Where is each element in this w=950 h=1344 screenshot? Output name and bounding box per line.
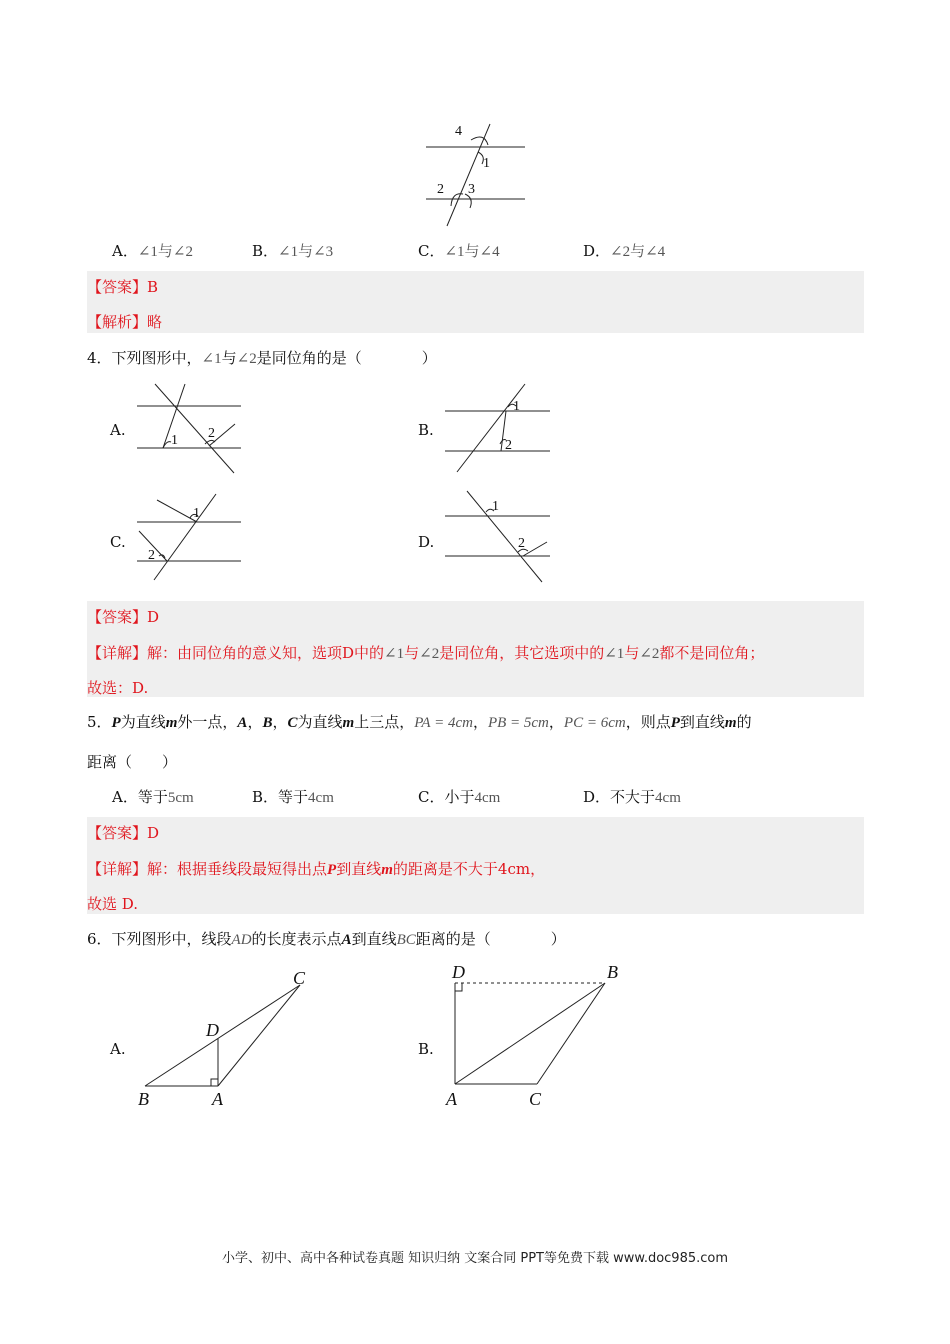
q3-label-3: 3 bbox=[468, 182, 475, 197]
q5-stem: 5．P为直线m外一点，A，B，C为直线m上三点，PA = 4cm，PB = 5cm，PC = 6cm，则点P到直线m的 bbox=[87, 713, 752, 731]
q3-angle-arc-4 bbox=[471, 137, 488, 145]
q4-detail-line2: 故选：D. bbox=[87, 679, 149, 697]
q6a-right-angle-mark bbox=[211, 1079, 218, 1086]
q4-figure-a bbox=[135, 380, 250, 478]
q5-detail-line2: 故选 D. bbox=[87, 895, 139, 913]
q3-analysis: 【解析】略 bbox=[87, 313, 163, 331]
q6a-label-a: A bbox=[212, 1089, 223, 1109]
q4c-label-1: 1 bbox=[193, 506, 200, 521]
q4d-short-line bbox=[523, 542, 547, 556]
q3-answer: 【答案】B bbox=[87, 278, 159, 296]
q6a-label-b: B bbox=[138, 1089, 149, 1109]
q5-stem-line2: 距离（ ） bbox=[87, 753, 178, 771]
q4-figure-d bbox=[440, 484, 555, 588]
q5-option-c: C．小于4cm bbox=[418, 788, 501, 806]
q3-answer-block bbox=[87, 271, 864, 333]
q4b-transversal bbox=[457, 384, 525, 472]
q5-answer: 【答案】D bbox=[87, 824, 160, 842]
q6a-label-c: C bbox=[293, 968, 306, 988]
q4-stem: 4．下列图形中，∠1与∠2是同位角的是（ ） bbox=[87, 349, 437, 367]
q3-option-c: C．∠1与∠4 bbox=[418, 242, 500, 260]
q4d-label-2: 2 bbox=[518, 536, 525, 551]
q6-option-b-label: B. bbox=[418, 1040, 434, 1058]
q3-option-d: D．∠2与∠4 bbox=[583, 242, 666, 260]
q6b-label-b: B bbox=[607, 962, 618, 982]
q6-option-a-label: A. bbox=[110, 1040, 126, 1058]
q6b-segment-cb bbox=[537, 983, 605, 1084]
q4-option-d-label: D. bbox=[418, 533, 435, 551]
q6b-label-d: D bbox=[452, 962, 465, 982]
q6a-segment-bc bbox=[145, 985, 300, 1086]
q3-label-4: 4 bbox=[455, 124, 462, 139]
q6-stem: 6．下列图形中，线段AD的长度表示点A到直线BC距离的是（ ） bbox=[87, 930, 566, 948]
q5-option-d: D．不大于4cm bbox=[583, 788, 681, 806]
q6b-label-c: C bbox=[529, 1089, 542, 1108]
q6-figure-a bbox=[130, 962, 320, 1112]
q6a-label-d: D bbox=[206, 1020, 219, 1040]
q4b-label-2: 2 bbox=[505, 438, 512, 453]
q4d-transversal bbox=[467, 491, 542, 582]
q4b-label-1: 1 bbox=[513, 399, 520, 414]
q3-angle-arc-2 bbox=[451, 194, 463, 206]
q5-detail: 【详解】解：根据垂线段最短得出点P到直线m的距离是不大于4cm， bbox=[87, 860, 546, 878]
q4c-upper-short bbox=[157, 500, 197, 522]
q3-option-b: B．∠1与∠3 bbox=[252, 242, 334, 260]
q4-answer: 【答案】D bbox=[87, 608, 160, 626]
q4c-transversal bbox=[154, 494, 216, 580]
q4-option-b-label: B. bbox=[418, 421, 434, 439]
q5-option-b: B．等于4cm bbox=[252, 788, 334, 806]
q4-figure-b bbox=[440, 380, 555, 478]
q6b-right-angle-mark bbox=[455, 983, 462, 991]
q3-label-1: 1 bbox=[483, 156, 490, 171]
page-footer: 小学、初中、高中各种试卷真题 知识归纳 文案合同 PPT等免费下载 www.doc985.com bbox=[221, 1251, 729, 1266]
q4-detail: 【详解】解：由同位角的意义知，选项D中的∠1与∠2是同位角，其它选项中的∠1与∠2都不是同位角； bbox=[87, 644, 765, 662]
q5-option-a: A．等于5cm bbox=[112, 788, 194, 806]
q4a-transversal-1 bbox=[155, 384, 234, 473]
q6-figure-b bbox=[440, 958, 620, 1108]
q6b-segment-ab bbox=[455, 983, 605, 1084]
q4a-label-2: 2 bbox=[208, 426, 215, 441]
q6b-label-a: A bbox=[446, 1089, 457, 1108]
q4d-label-1: 1 bbox=[492, 499, 499, 514]
q6a-segment-ac bbox=[218, 985, 300, 1086]
q4-option-a-label: A. bbox=[110, 421, 126, 439]
q4a-label-1: 1 bbox=[171, 433, 178, 448]
q4c-label-2: 2 bbox=[148, 548, 155, 563]
q4-option-c-label: C. bbox=[110, 533, 126, 551]
q3-label-2: 2 bbox=[437, 182, 444, 197]
q3-transversal bbox=[447, 124, 490, 226]
q4-figure-c bbox=[135, 490, 250, 588]
q3-figure bbox=[418, 118, 533, 230]
q3-option-a: A．∠1与∠2 bbox=[112, 242, 193, 260]
